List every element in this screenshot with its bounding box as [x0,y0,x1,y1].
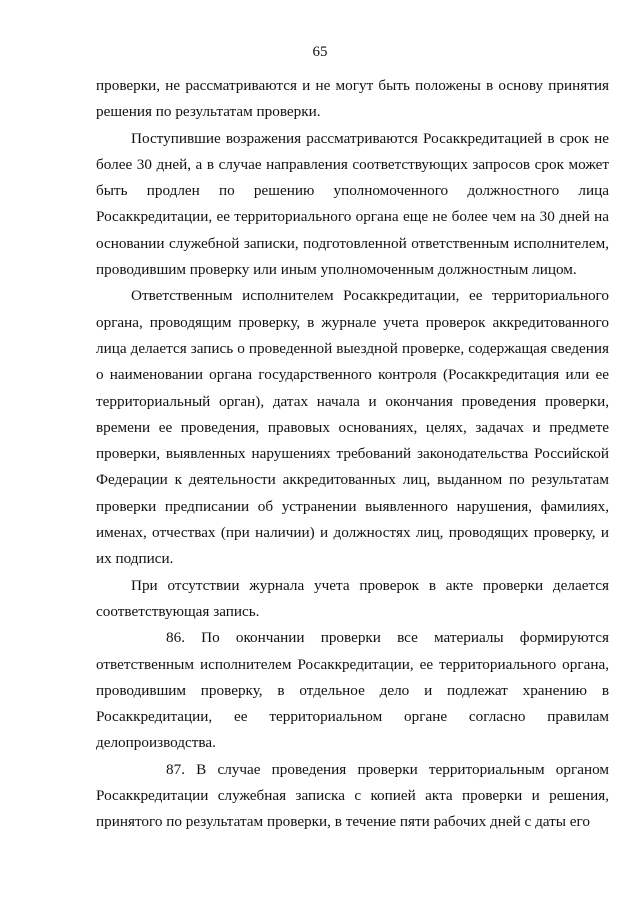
paragraph-continuation [96,73,609,126]
paragraph-text: При отсутствии журнала учета проверок в акте проверки делается соответствующая запись. [96,576,609,620]
page-number: 65 [312,44,328,60]
document-body [96,73,609,836]
paragraph-no-log [96,573,609,626]
paragraph-87 [96,757,609,836]
paragraph-text: Ответственным исполнителем Росаккредитации, ее территориального органа, проводящим проверку, в журнале учета проверок аккредитованного лица делается запись о проведенной выездной проверке, содержащая сведения о наименовании органа государственного контроля (Росаккредитация или ее территориальный орган), датах начала и окончания проведения проверки, времени ее проведения, правовых основаниях, целях, задачах и предмете проверки, выявленных нарушениях требований законодательства Российской Федерации к деятельности аккредитованных лиц, выданном по результатам проверки предписании об устранении выявленного нарушения, фамилиях, именах, отчествах (при наличии) и должностях лиц, проводящих проверку, и их подписи. [96,287,609,568]
paragraph-objections [96,126,609,284]
paragraph-text: проверки, не рассматриваются и не могут быть положены в основу принятия решения по результатам проверки. [96,77,609,121]
paragraph-text: Поступившие возражения рассматриваются Росаккредитацией в срок не более 30 дней, а в случае направления соответствующих запросов срок может быть продлен по решению уполномоченного должностного лица Росаккредитации, ее территориального органа еще не более чем на 30 дней на основании служебной записки, подготовленной ответственным исполнителем, проводившим проверку или иным уполномоченным должностным лицом. [96,129,609,279]
paragraph-text: По окончании проверки все материалы формируются ответственным исполнителем Росаккредитации, ее территориального органа, проводившим проверку, в отдельное дело и подлежат хранению в Росаккредитации, ее территориальном органе согласно правилам делопроизводства. [96,629,609,752]
paragraph-inspection-log [96,283,609,572]
paragraph-number: 86. [166,629,185,647]
paragraph-text: В случае проведения проверки территориальным органом Росаккредитации служебная записка с копией акта проверки и решения, принятого по результатам проверки, в течение пяти рабочих дней с даты его [96,760,609,831]
paragraph-86 [96,625,609,756]
paragraph-number: 87. [166,760,185,778]
